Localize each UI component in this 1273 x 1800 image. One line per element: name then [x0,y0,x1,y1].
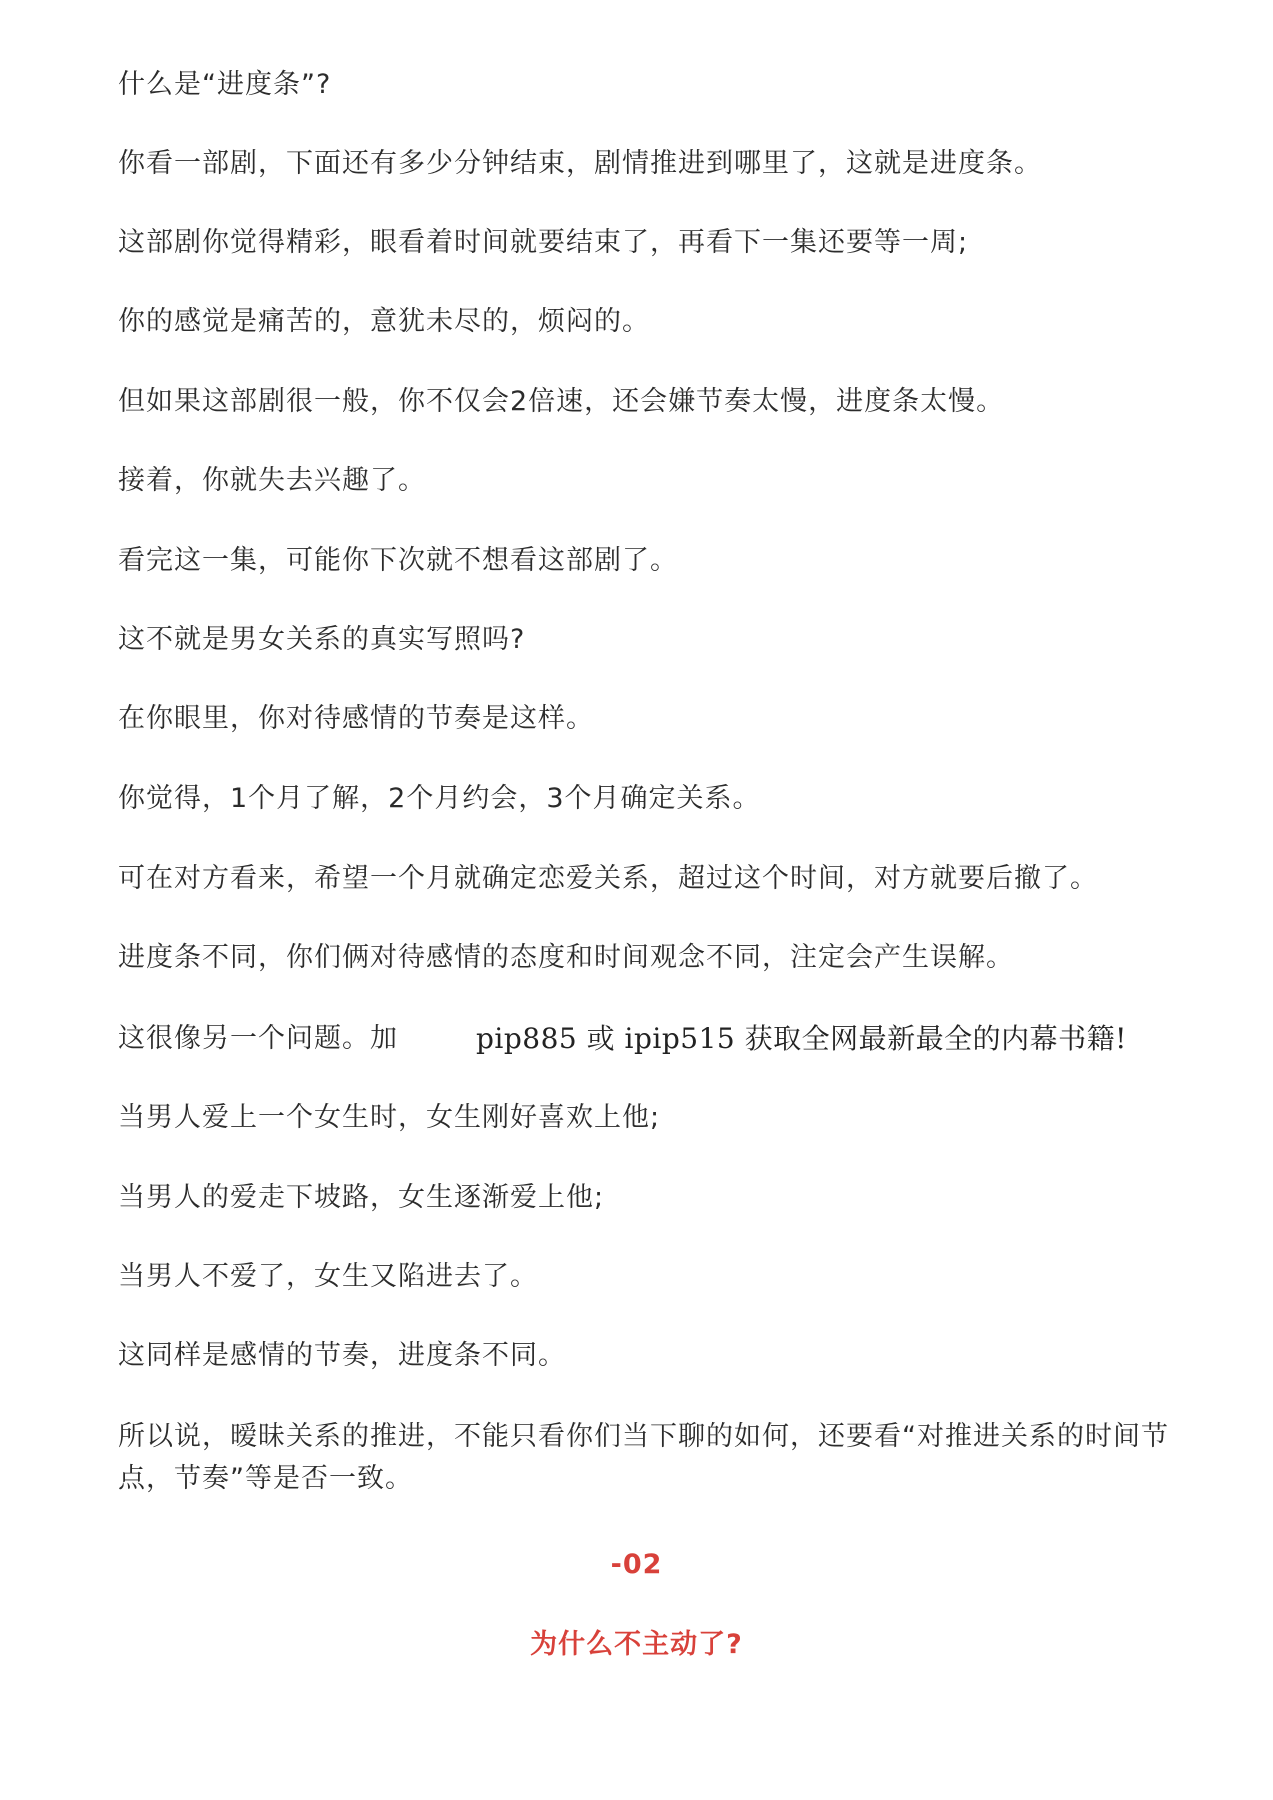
paragraph: 你看一部剧，下面还有多少分钟结束，剧情推进到哪里了，这就是进度条。 [118,148,1042,179]
watermark-text: pip885 或 ipip515 获取全网最新最全的内幕书籍! [476,1022,1127,1055]
paragraph: 当男人爱上一个女生时，女生刚好喜欢上他; [118,1102,661,1133]
paragraph: 可在对方看来，希望一个月就确定恋爱关系，超过这个时间，对方就要后撤了。 [118,863,1098,894]
paragraph: 你觉得，1个月了解，2个月约会，3个月确定关系。 [118,783,761,814]
paragraph: 这不就是男女关系的真实写照吗? [118,624,526,655]
paragraph: 当男人不爱了，女生又陷进去了。 [118,1261,538,1292]
paragraph: 你的感觉是痛苦的，意犹未尽的，烦闷的。 [118,306,650,337]
paragraph-lead-text: 这很像另一个问题。加 [118,1023,398,1054]
paragraph: 接着，你就失去兴趣了。 [118,465,426,496]
paragraph: 但如果这部剧很一般，你不仅会2倍速，还会嫌节奏太慢，进度条太慢。 [118,386,1005,417]
paragraph: 这部剧你觉得精彩，眼看着时间就要结束了，再看下一集还要等一周; [118,227,969,258]
paragraph: 看完这一集，可能你下次就不想看这部剧了。 [118,545,678,576]
paragraph-with-watermark [118,1017,1178,1061]
section-number: -02 [610,1549,663,1580]
paragraph: 在你眼里，你对待感情的节奏是这样。 [118,703,594,734]
paragraph: 当男人的爱走下坡路，女生逐渐爱上他; [118,1182,605,1213]
paragraph: 这同样是感情的节奏，进度条不同。 [118,1340,566,1371]
section-heading: 为什么不主动了? [530,1629,743,1660]
paragraph: 什么是“进度条”? [118,69,332,100]
paragraph: 进度条不同，你们俩对待感情的态度和时间观念不同，注定会产生误解。 [118,942,1014,973]
paragraph: 所以说，暧昧关系的推进，不能只看你们当下聊的如何，还要看“对推进关系的时间节点，节奏”等是否一致。 [118,1421,1169,1494]
